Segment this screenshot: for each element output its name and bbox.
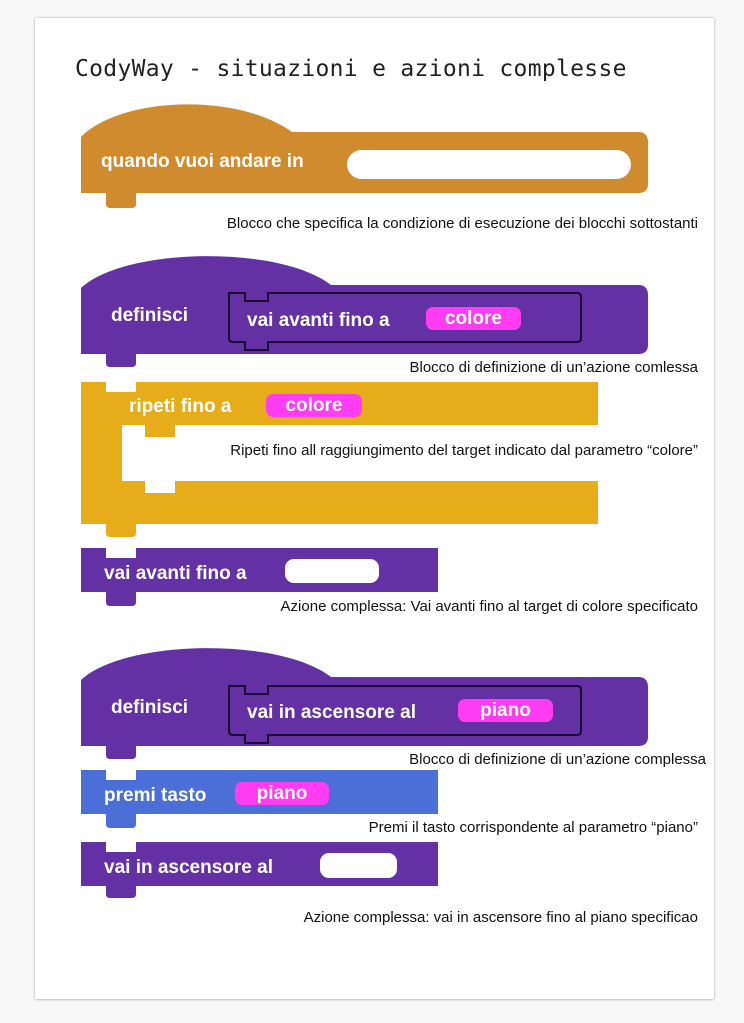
action-2-label: vai in ascensore al: [104, 857, 273, 878]
action-1-label: vai avanti fino a: [104, 563, 247, 584]
action-2-input[interactable]: [320, 853, 397, 878]
define-1-action-label: vai avanti fino a: [247, 310, 390, 331]
action-1-caption: Azione complessa: Vai avanti fino al target di colore specificato: [280, 598, 698, 615]
repeat-block-bottom-shape: [81, 453, 598, 537]
define-1-keyword: definisci: [111, 305, 189, 326]
repeat-label: ripeti fino a: [129, 396, 232, 417]
define-2-keyword: definisci: [111, 697, 189, 718]
repeat-caption: Ripeti fino all raggiungimento del target indicato dal parametro “colore”: [230, 442, 698, 459]
define-1-caption: Blocco di definizione di un’azione comlessa: [409, 359, 698, 376]
repeat-param[interactable]: colore: [266, 394, 362, 417]
page-title: CodyWay - situazioni e azioni complesse: [75, 56, 627, 82]
when-block-input[interactable]: [347, 150, 631, 179]
press-label: premi tasto: [104, 785, 207, 806]
action-2-caption: Azione complessa: vai in ascensore fino al piano specificao: [303, 909, 698, 926]
when-block-caption: Blocco che specifica la condizione di esecuzione dei blocchi sottostanti: [226, 215, 698, 232]
define-1-param[interactable]: colore: [426, 307, 521, 330]
define-2-param[interactable]: piano: [458, 699, 553, 722]
when-block-label: quando vuoi andare in: [101, 151, 304, 172]
define-2-action-label: vai in ascensore al: [247, 702, 416, 723]
press-caption: Premi il tasto corrispondente al parametro “piano”: [368, 819, 698, 836]
press-param[interactable]: piano: [235, 782, 329, 805]
action-1-input[interactable]: [285, 559, 379, 583]
define-2-caption: Blocco di definizione di un’azione complessa: [409, 751, 706, 768]
